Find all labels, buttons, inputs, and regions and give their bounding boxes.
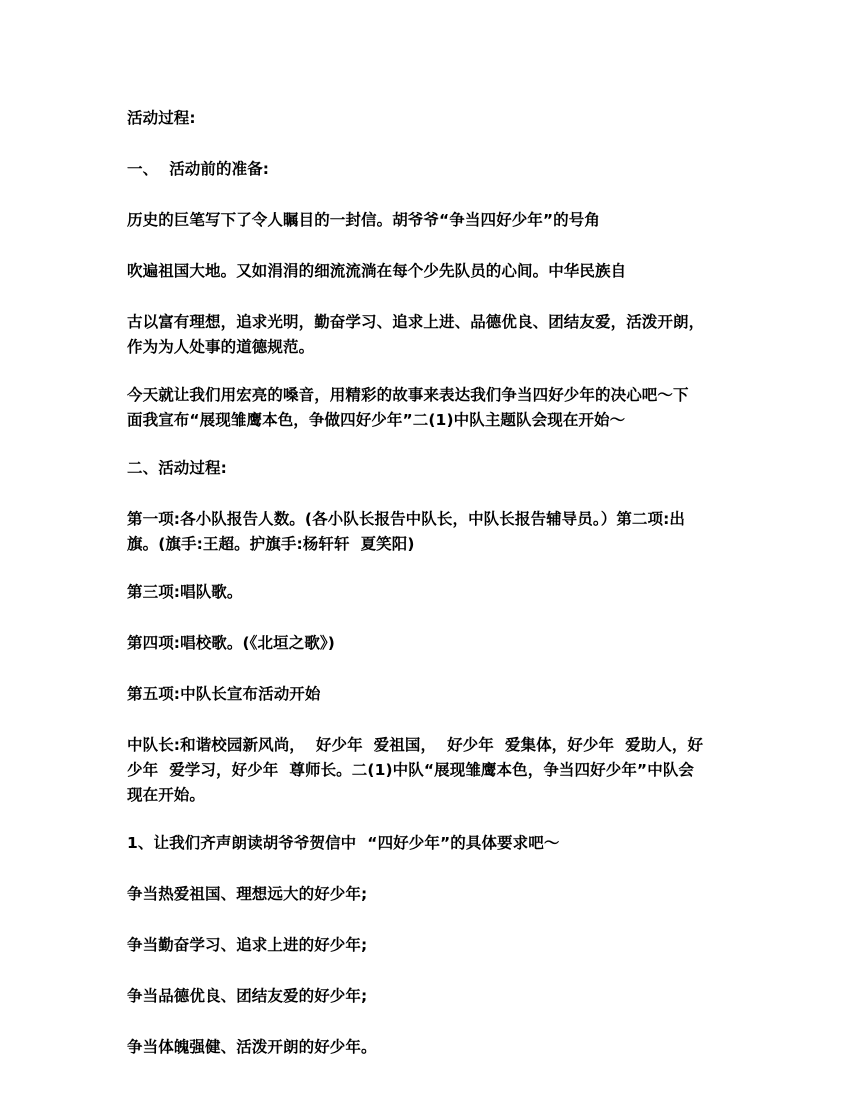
section-2-title: 二、活动过程: bbox=[127, 459, 227, 477]
section-1-title: 一、 活动前的准备: bbox=[127, 160, 270, 178]
step-4: 第四项:唱校歌。(《北垣之歌》) bbox=[127, 634, 335, 652]
leader-speech-line-2: 少年 爱学习，好少年 尊师长。二(1)中队“展现雏鹰本色，争当四好少年”中队会 bbox=[127, 761, 695, 779]
step-5: 第五项:中队长宣布活动开始 bbox=[127, 685, 321, 703]
leader-speech bbox=[127, 733, 739, 808]
intro-paragraph-4-line-1: 今天就让我们用宏亮的嗓音，用精彩的故事来表达我们争当四好少年的决心吧～下 bbox=[127, 386, 689, 404]
step-1-line-1: 第一项:各小队报告人数。(各小队长报告中队长，中队长报告辅导员。）第二项:出 bbox=[127, 510, 686, 528]
intro-paragraph-3 bbox=[127, 310, 739, 360]
leader-speech-line-3: 现在开始。 bbox=[127, 786, 206, 804]
intro-paragraph-4-line-2: 面我宣布“展现雏鹰本色，争做四好少年”二(1)中队主题队会现在开始～ bbox=[127, 411, 626, 429]
heading-activity-process: 活动过程: bbox=[127, 109, 196, 127]
intro-paragraph-3-line-2: 作为为人处事的道德规范。 bbox=[127, 338, 315, 356]
intro-paragraph-4 bbox=[127, 383, 739, 433]
intro-line-1: 历史的巨笔写下了令人瞩目的一封信。胡爷爷“争当四好少年”的号角 bbox=[127, 211, 600, 229]
document-page bbox=[127, 106, 739, 1060]
step-3: 第三项:唱队歌。 bbox=[127, 583, 243, 601]
requirement-2: 争当勤奋学习、追求上进的好少年; bbox=[127, 936, 368, 954]
requirement-4: 争当体魄强健、活泼开朗的好少年。 bbox=[127, 1038, 377, 1056]
intro-paragraph-3-line-1: 古以富有理想，追求光明，勤奋学习、追求上进、品德优良、团结友爱，活泼开朗， bbox=[127, 313, 705, 331]
step-1-line-2: 旗。(旗手:王超。护旗手:杨轩轩 夏笑阳) bbox=[127, 535, 415, 553]
intro-line-2: 吹遍祖国大地。又如涓涓的细流流淌在每个少先队员的心间。中华民族自 bbox=[127, 262, 627, 280]
leader-speech-line-1: 中队长:和谐校园新风尚， 好少年 爱祖国， 好少年 爱集体，好少年 爱助人，好 bbox=[127, 736, 704, 754]
requirement-1: 争当热爱祖国、理想远大的好少年; bbox=[127, 885, 368, 903]
requirement-3: 争当品德优良、团结友爱的好少年; bbox=[127, 987, 368, 1005]
item-1: 1、让我们齐声朗读胡爷爷贺信中 “四好少年”的具体要求吧～ bbox=[127, 834, 560, 852]
step-1-paragraph bbox=[127, 507, 739, 557]
